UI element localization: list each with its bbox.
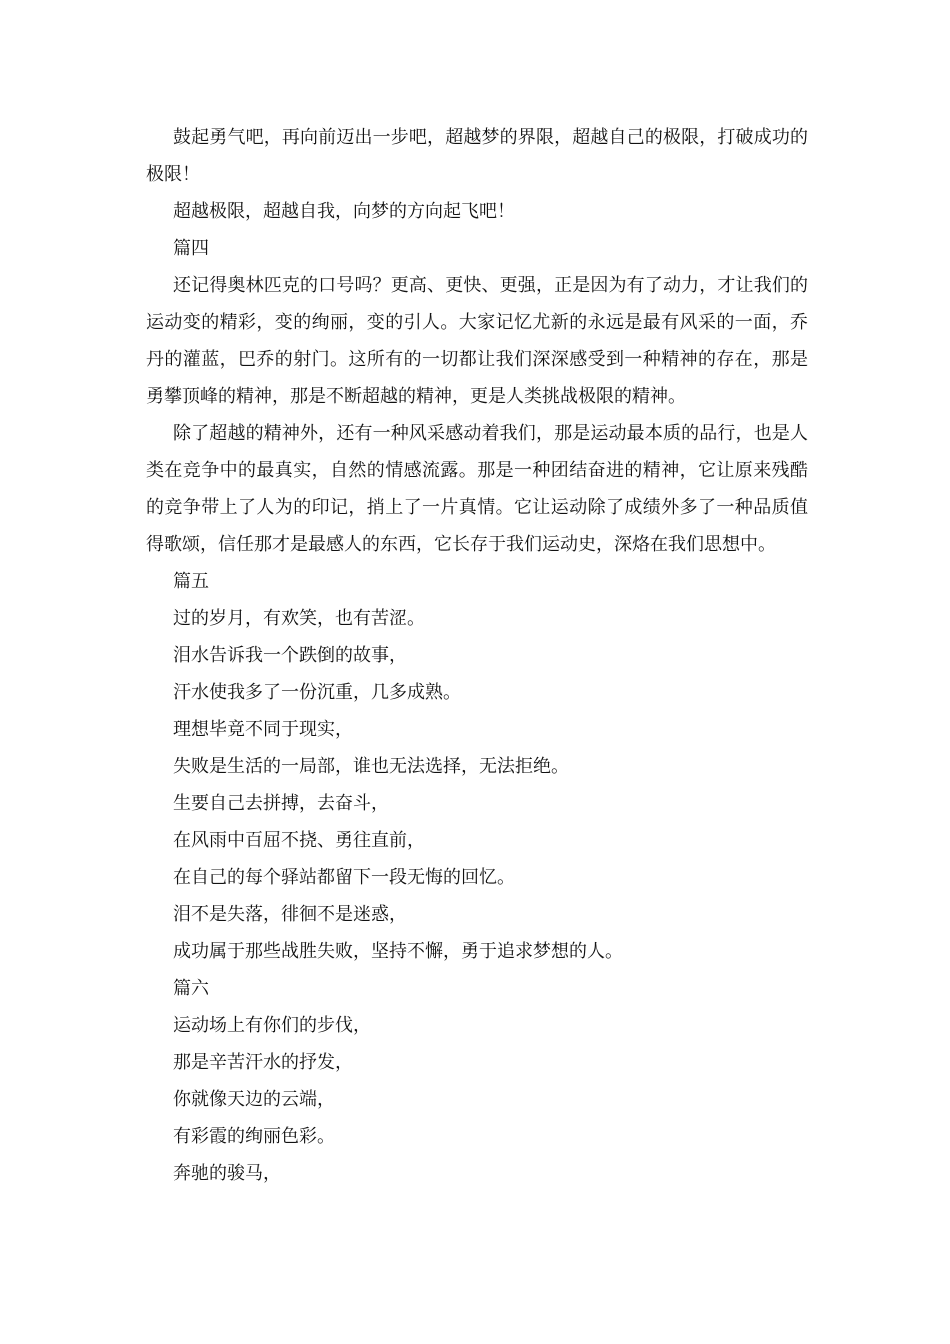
text-line: 超越极限，超越自我，向梦的方向起飞吧！ [173, 201, 515, 222]
poem-line: 你就像天边的云端， [173, 1089, 335, 1110]
poem-line: 理想毕竟不同于现实， [173, 719, 353, 740]
poem-line: 汗水使我多了一份沉重，几多成熟。 [173, 682, 461, 703]
poem-line: 在风雨中百屈不挠、勇往直前， [173, 830, 425, 851]
poem-line: 有彩霞的绚丽色彩。 [173, 1126, 335, 1147]
poem-line: 失败是生活的一局部，谁也无法选择，无法拒绝。 [173, 756, 569, 777]
document-body [146, 119, 808, 1192]
poem-line: 生要自己去拼搏，去奋斗， [173, 793, 389, 814]
section-heading: 篇四 [173, 238, 209, 259]
poem-line: 成功属于那些战胜失败，坚持不懈，勇于追求梦想的人。 [173, 941, 623, 962]
section-heading: 篇六 [173, 978, 209, 999]
section-heading: 篇五 [173, 571, 209, 592]
poem-line: 泪不是失落，徘徊不是迷惑， [173, 904, 407, 925]
poem-line: 在自己的每个驿站都留下一段无悔的回忆。 [173, 867, 515, 888]
poem-line: 那是辛苦汗水的抒发， [173, 1052, 353, 1073]
paragraph: 鼓起勇气吧，再向前迈出一步吧，超越梦的界限，超越自己的极限，打破成功的极限！ [146, 127, 808, 185]
poem-line: 泪水告诉我一个跌倒的故事， [173, 645, 407, 666]
poem-line: 过的岁月，有欢笑，也有苦涩。 [173, 608, 425, 629]
poem-line: 运动场上有你们的步伐， [173, 1015, 371, 1036]
paragraph: 还记得奥林匹克的口号吗？更高、更快、更强，正是因为有了动力，才让我们的运动变的精彩，变的绚丽，变的引人。大家记忆尤新的永远是最有风采的一面，乔丹的灌蓝，巴乔的射门。这所有的一切都让我们深深感受到一种精神的存在，那是勇攀顶峰的精神，那是不断超越的精神，更是人类挑战极限的精神。 [146, 275, 808, 407]
paragraph: 除了超越的精神外，还有一种风采感动着我们，那是运动最本质的品行，也是人类在竞争中的最真实，自然的情感流露。那是一种团结奋进的精神，它让原来残酷的竞争带上了人为的印记，捎上了一片真情。它让运动除了成绩外多了一种品质值得歌颂，信任那才是最感人的东西，它长存于我们运动史，深烙在我们思想中。 [146, 423, 808, 555]
poem-line: 奔驰的骏马， [173, 1163, 281, 1184]
